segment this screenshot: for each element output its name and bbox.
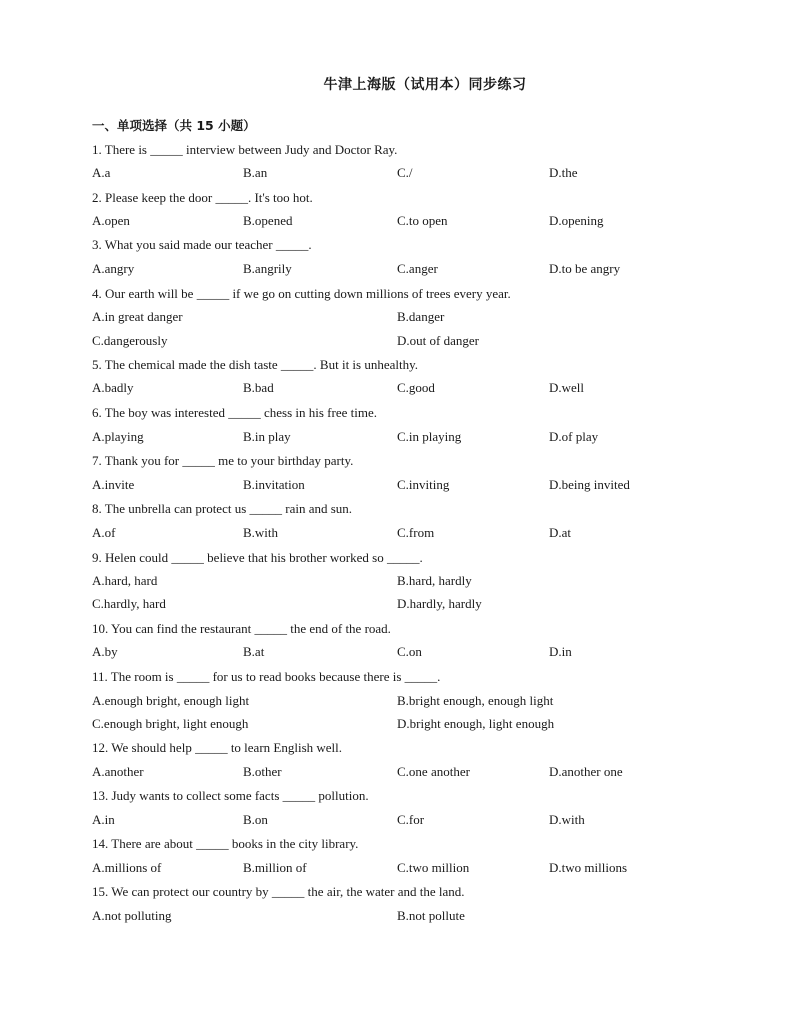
question-2: 2. Please keep the door _____. It's too hot.: [92, 190, 313, 205]
question-3-option-a: A.angry: [92, 261, 135, 276]
question-12: 12. We should help _____ to learn English well.: [92, 740, 343, 755]
question-8-option-d: D.at: [549, 525, 572, 540]
question-10-option-a: A.by: [92, 644, 118, 659]
question-4: 4. Our earth will be _____ if we go on cutting down millions of trees every year.: [92, 286, 511, 301]
page-title: 牛津上海版（试用本）同步练习: [323, 77, 527, 93]
question-5-option-b: B.bad: [243, 380, 274, 395]
question-10-option-b: B.at: [243, 644, 265, 659]
question-8-option-b: B.with: [243, 525, 279, 540]
question-14-option-d: D.two millions: [549, 860, 628, 875]
question-7-option-a: A.invite: [92, 477, 135, 492]
question-1-option-b: B.an: [243, 165, 268, 180]
question-13: 13. Judy wants to collect some facts _____ pollution.: [92, 788, 369, 803]
question-3-option-b: B.angrily: [243, 261, 292, 276]
question-4-option-d: D.out of danger: [397, 333, 479, 348]
section-heading: 一、单项选择（共 15 小题）: [92, 118, 256, 133]
question-14-option-a: A.millions of: [92, 860, 162, 875]
question-1-option-c: C./: [397, 165, 413, 180]
question-11-option-a: A.enough bright, enough light: [92, 693, 250, 708]
question-4-option-a: A.in great danger: [92, 309, 183, 324]
question-9: 9. Helen could _____ believe that his brother worked so _____.: [92, 550, 423, 565]
question-7-option-c: C.inviting: [397, 477, 450, 492]
question-3-option-d: D.to be angry: [549, 261, 621, 276]
question-5-option-c: C.good: [397, 380, 435, 395]
question-8: 8. The unbrella can protect us _____ rain and sun.: [92, 501, 353, 516]
question-10-option-c: C.on: [397, 644, 422, 659]
question-2-option-c: C.to open: [397, 213, 448, 228]
question-8-option-c: C.from: [397, 525, 435, 540]
question-6: 6. The boy was interested _____ chess in his free time.: [92, 405, 377, 420]
question-12-option-c: C.one another: [397, 764, 470, 779]
question-6-option-c: C.in playing: [397, 429, 462, 444]
question-15-option-a: A.not polluting: [92, 908, 172, 923]
question-11: 11. The room is _____ for us to read books because there is _____.: [92, 669, 441, 684]
question-9-option-d: D.hardly, hardly: [397, 596, 482, 611]
question-12-option-a: A.another: [92, 764, 144, 779]
question-1: 1. There is _____ interview between Judy and Doctor Ray.: [92, 142, 398, 157]
question-7: 7. Thank you for _____ me to your birthday party.: [92, 453, 354, 468]
question-2-option-b: B.opened: [243, 213, 293, 228]
question-13-option-a: A.in: [92, 812, 115, 827]
question-4-option-c: C.dangerously: [92, 333, 168, 348]
question-7-option-d: D.being invited: [549, 477, 630, 492]
question-14: 14. There are about _____ books in the city library.: [92, 836, 359, 851]
question-10: 10. You can find the restaurant _____ the end of the road.: [92, 621, 391, 636]
question-9-option-a: A.hard, hard: [92, 573, 158, 588]
question-12-option-b: B.other: [243, 764, 282, 779]
question-5-option-a: A.badly: [92, 380, 134, 395]
question-2-option-a: A.open: [92, 213, 130, 228]
question-9-option-c: C.hardly, hard: [92, 596, 166, 611]
question-3-option-c: C.anger: [397, 261, 438, 276]
question-1-option-a: A.a: [92, 165, 111, 180]
question-1-option-d: D.the: [549, 165, 578, 180]
question-15: 15. We can protect our country by _____ the air, the water and the land.: [92, 884, 465, 899]
question-6-option-a: A.playing: [92, 429, 144, 444]
question-6-option-b: B.in play: [243, 429, 291, 444]
question-5: 5. The chemical made the dish taste _____. But it is unhealthy.: [92, 357, 419, 372]
question-5-option-d: D.well: [549, 380, 585, 395]
question-11-option-b: B.bright enough, enough light: [397, 693, 554, 708]
question-4-option-b: B.danger: [397, 309, 445, 324]
question-11-option-d: D.bright enough, light enough: [397, 716, 555, 731]
question-13-option-c: C.for: [397, 812, 425, 827]
question-14-option-b: B.million of: [243, 860, 307, 875]
question-13-option-b: B.on: [243, 812, 268, 827]
question-10-option-d: D.in: [549, 644, 572, 659]
question-9-option-b: B.hard, hardly: [397, 573, 472, 588]
question-12-option-d: D.another one: [549, 764, 623, 779]
question-14-option-c: C.two million: [397, 860, 470, 875]
question-7-option-b: B.invitation: [243, 477, 305, 492]
question-13-option-d: D.with: [549, 812, 585, 827]
question-3: 3. What you said made our teacher _____.: [92, 237, 312, 252]
question-2-option-d: D.opening: [549, 213, 604, 228]
question-11-option-c: C.enough bright, light enough: [92, 716, 249, 731]
question-8-option-a: A.of: [92, 525, 116, 540]
question-6-option-d: D.of play: [549, 429, 599, 444]
question-15-option-b: B.not pollute: [397, 908, 465, 923]
